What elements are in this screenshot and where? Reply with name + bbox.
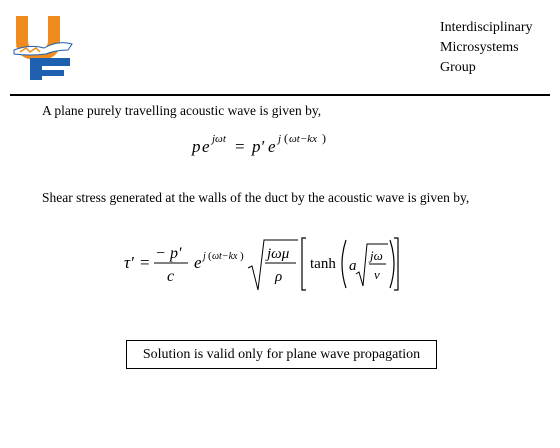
svg-text:(: ( [284,131,288,145]
svg-text:a: a [349,258,357,274]
svg-text:ωt−kx: ωt−kx [289,133,318,145]
equation-shear-stress [120,232,400,296]
svg-text:=: = [140,253,150,272]
validity-note-box [126,340,437,369]
svg-text:−: − [156,245,166,262]
svg-text:(: ( [208,250,212,262]
svg-text:p′: p′ [252,137,265,156]
svg-text:τ′: τ′ [124,253,134,272]
svg-text:e: e [202,137,210,156]
svg-text:): ) [322,131,326,145]
svg-text:c: c [167,268,175,285]
svg-text:tanh: tanh [310,256,336,272]
svg-text:ρ: ρ [275,269,283,285]
group-name [440,18,533,78]
svg-text:jωμ: jωμ [267,246,290,262]
svg-text:): ) [240,250,244,262]
svg-text:e: e [268,137,276,156]
svg-text:p′: p′ [170,245,182,262]
validity-note-text: Solution is valid only for plane wave propagation [142,346,421,362]
uf-logo [10,10,76,80]
svg-text:=: = [235,137,245,156]
paragraph-shear-stress: Shear stress generated at the walls of the duct by the acoustic wave is given by, [42,190,470,205]
header-divider [10,94,550,96]
group-name-line3: Group [440,60,476,75]
svg-text:e: e [194,253,202,272]
group-name-line1: Interdisciplinary [440,20,533,35]
svg-text:p: p [192,137,201,156]
svg-text:ωt−kx: ωt−kx [212,251,238,262]
svg-text:j: j [203,251,206,262]
svg-text:j: j [278,133,282,145]
equation-plane-wave [190,126,350,162]
svg-text:jω: jω [370,248,383,263]
group-name-line2: Microsystems [440,40,519,55]
svg-text:jωt: jωt [212,133,226,145]
paragraph-plane-wave: A plane purely travelling acoustic wave is given by, [42,103,322,118]
svg-text:v: v [374,267,380,282]
